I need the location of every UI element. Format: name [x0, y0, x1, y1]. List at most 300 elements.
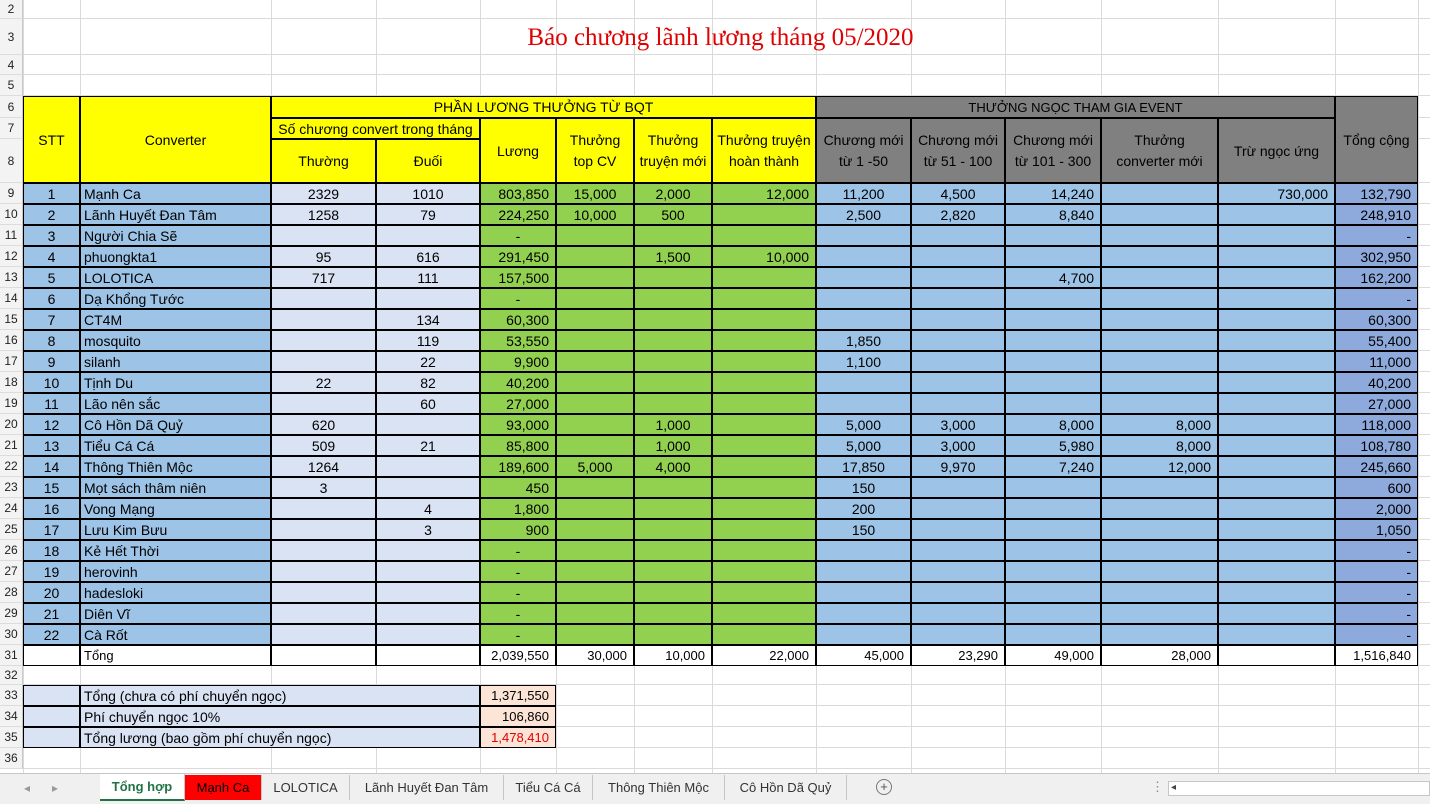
data-cell[interactable]	[556, 246, 634, 267]
data-cell[interactable]: 1258	[271, 204, 376, 225]
data-cell[interactable]: 22	[271, 372, 376, 393]
data-cell[interactable]	[1005, 351, 1101, 372]
data-cell[interactable]: 8,000	[1005, 414, 1101, 435]
row-header[interactable]: 27	[0, 561, 23, 582]
data-cell[interactable]: 248,910	[1335, 204, 1418, 225]
data-cell[interactable]	[1218, 393, 1335, 414]
data-cell[interactable]	[1005, 246, 1101, 267]
data-cell[interactable]	[911, 603, 1005, 624]
data-cell[interactable]	[1101, 477, 1218, 498]
header-hoan-thanh[interactable]: Thưởng truyện hoàn thành	[712, 118, 816, 183]
row-header[interactable]: 12	[0, 246, 23, 267]
row-header[interactable]: 13	[0, 267, 23, 288]
data-cell[interactable]: 9,900	[480, 351, 556, 372]
data-cell[interactable]	[271, 288, 376, 309]
data-cell[interactable]: 13	[23, 435, 80, 456]
data-cell[interactable]: 53,550	[480, 330, 556, 351]
data-cell[interactable]	[1218, 624, 1335, 645]
data-cell[interactable]: 4,000	[634, 456, 712, 477]
data-cell[interactable]: 17	[23, 519, 80, 540]
data-cell[interactable]: 27,000	[1335, 393, 1418, 414]
converter-name[interactable]: Tịnh Du	[80, 372, 271, 393]
data-cell[interactable]: 245,660	[1335, 456, 1418, 477]
row-header[interactable]: 23	[0, 477, 23, 498]
data-cell[interactable]: 18	[23, 540, 80, 561]
data-cell[interactable]	[712, 288, 816, 309]
data-cell[interactable]: 157,500	[480, 267, 556, 288]
data-cell[interactable]: -	[1335, 561, 1418, 582]
plus-circle-icon[interactable]: +	[876, 779, 892, 795]
data-cell[interactable]: 108,780	[1335, 435, 1418, 456]
data-cell[interactable]	[1005, 540, 1101, 561]
sheet-tab[interactable]: Lãnh Huyết Đan Tâm	[350, 775, 504, 800]
data-cell[interactable]: -	[1335, 288, 1418, 309]
data-cell[interactable]	[556, 414, 634, 435]
data-cell[interactable]	[556, 561, 634, 582]
total-cell[interactable]: 28,000	[1101, 645, 1218, 666]
data-cell[interactable]: 27,000	[480, 393, 556, 414]
row-header[interactable]: 4	[0, 55, 23, 75]
data-cell[interactable]: 1,000	[634, 414, 712, 435]
data-cell[interactable]	[634, 309, 712, 330]
data-cell[interactable]: 5	[23, 267, 80, 288]
data-cell[interactable]: 162,200	[1335, 267, 1418, 288]
data-cell[interactable]: 111	[376, 267, 480, 288]
row-header[interactable]: 17	[0, 351, 23, 372]
summary-spacer[interactable]	[23, 706, 80, 727]
data-cell[interactable]: 600	[1335, 477, 1418, 498]
data-cell[interactable]	[1005, 330, 1101, 351]
header-conv-moi[interactable]: Thưởng converter mới	[1101, 118, 1218, 183]
data-cell[interactable]: 1,050	[1335, 519, 1418, 540]
data-cell[interactable]	[556, 582, 634, 603]
converter-name[interactable]: phuongkta1	[80, 246, 271, 267]
sheet-tab[interactable]: Cô Hồn Dã Quỷ	[725, 775, 847, 800]
summary-label[interactable]: Tổng lương (bao gồm phí chuyển ngọc)	[80, 727, 480, 748]
data-cell[interactable]	[634, 477, 712, 498]
data-cell[interactable]: 4,700	[1005, 267, 1101, 288]
chevron-left-icon[interactable]: ◂	[24, 781, 31, 795]
row-header[interactable]: 14	[0, 288, 23, 309]
total-cell[interactable]	[271, 645, 376, 666]
data-cell[interactable]: 8,840	[1005, 204, 1101, 225]
data-cell[interactable]	[816, 603, 911, 624]
data-cell[interactable]	[634, 498, 712, 519]
row-header[interactable]: 31	[0, 645, 23, 666]
data-cell[interactable]: 4	[376, 498, 480, 519]
total-cell[interactable]: 22,000	[712, 645, 816, 666]
header-duoi[interactable]: Đuối	[376, 139, 480, 183]
data-cell[interactable]	[712, 225, 816, 246]
data-cell[interactable]	[376, 603, 480, 624]
data-cell[interactable]: 4,500	[911, 183, 1005, 204]
data-cell[interactable]	[376, 540, 480, 561]
data-cell[interactable]	[556, 435, 634, 456]
data-cell[interactable]	[634, 330, 712, 351]
converter-name[interactable]: Diên Vĩ	[80, 603, 271, 624]
data-cell[interactable]	[1101, 498, 1218, 519]
data-cell[interactable]: 5,000	[816, 435, 911, 456]
data-cell[interactable]: 22	[23, 624, 80, 645]
data-cell[interactable]	[634, 540, 712, 561]
data-cell[interactable]: 95	[271, 246, 376, 267]
data-cell[interactable]: 509	[271, 435, 376, 456]
data-cell[interactable]	[556, 267, 634, 288]
data-cell[interactable]: 620	[271, 414, 376, 435]
data-cell[interactable]	[816, 540, 911, 561]
converter-name[interactable]: Lãnh Huyết Đan Tâm	[80, 204, 271, 225]
more-vertical-icon[interactable]: ⋮	[1151, 779, 1164, 794]
row-header[interactable]: 11	[0, 225, 23, 246]
data-cell[interactable]: 302,950	[1335, 246, 1418, 267]
data-cell[interactable]: 7,240	[1005, 456, 1101, 477]
data-cell[interactable]	[1005, 225, 1101, 246]
total-cell[interactable]: 10,000	[634, 645, 712, 666]
data-cell[interactable]: 11,000	[1335, 351, 1418, 372]
row-header[interactable]: 6	[0, 96, 23, 118]
total-cell[interactable]	[23, 645, 80, 666]
data-cell[interactable]	[556, 477, 634, 498]
data-cell[interactable]	[271, 351, 376, 372]
summary-value[interactable]: 106,860	[480, 706, 556, 727]
data-cell[interactable]	[1218, 456, 1335, 477]
data-cell[interactable]	[271, 540, 376, 561]
data-cell[interactable]	[376, 624, 480, 645]
row-header[interactable]: 5	[0, 75, 23, 96]
data-cell[interactable]	[376, 414, 480, 435]
data-cell[interactable]: 1,850	[816, 330, 911, 351]
data-cell[interactable]	[1218, 246, 1335, 267]
data-cell[interactable]: 79	[376, 204, 480, 225]
total-cell[interactable]: 2,039,550	[480, 645, 556, 666]
data-cell[interactable]: 8,000	[1101, 414, 1218, 435]
converter-name[interactable]: Tiểu Cá Cá	[80, 435, 271, 456]
data-cell[interactable]: 8	[23, 330, 80, 351]
data-cell[interactable]	[1101, 372, 1218, 393]
data-cell[interactable]	[1101, 540, 1218, 561]
data-cell[interactable]	[816, 225, 911, 246]
data-cell[interactable]	[911, 372, 1005, 393]
converter-name[interactable]: CT4M	[80, 309, 271, 330]
data-cell[interactable]	[1101, 204, 1218, 225]
data-cell[interactable]: 7	[23, 309, 80, 330]
data-cell[interactable]	[911, 561, 1005, 582]
data-cell[interactable]: -	[480, 624, 556, 645]
header-luong[interactable]: Lương	[480, 118, 556, 183]
data-cell[interactable]: 1,100	[816, 351, 911, 372]
sheet-tab[interactable]: LOLOTICA	[262, 775, 350, 800]
row-header[interactable]: 21	[0, 435, 23, 456]
data-cell[interactable]	[1218, 540, 1335, 561]
row-header[interactable]: 20	[0, 414, 23, 435]
data-cell[interactable]	[1101, 309, 1218, 330]
data-cell[interactable]	[816, 624, 911, 645]
data-cell[interactable]	[1218, 582, 1335, 603]
data-cell[interactable]: 1264	[271, 456, 376, 477]
data-cell[interactable]	[556, 519, 634, 540]
summary-label[interactable]: Tổng (chưa có phí chuyển ngọc)	[80, 685, 480, 706]
summary-spacer[interactable]	[23, 727, 80, 748]
data-cell[interactable]: 3,000	[911, 414, 1005, 435]
data-cell[interactable]	[1101, 561, 1218, 582]
data-cell[interactable]: 9,970	[911, 456, 1005, 477]
row-header[interactable]: 3	[0, 19, 23, 55]
converter-name[interactable]: Cô Hồn Dã Quỷ	[80, 414, 271, 435]
data-cell[interactable]	[1218, 204, 1335, 225]
data-cell[interactable]	[712, 351, 816, 372]
data-cell[interactable]	[376, 288, 480, 309]
data-cell[interactable]	[556, 225, 634, 246]
data-cell[interactable]: 8,000	[1101, 435, 1218, 456]
data-cell[interactable]: 717	[271, 267, 376, 288]
data-cell[interactable]	[1218, 351, 1335, 372]
row-header[interactable]: 8	[0, 139, 23, 183]
row-header[interactable]: 34	[0, 706, 23, 727]
scroll-left-icon[interactable]: ◂	[1171, 782, 1177, 793]
data-cell[interactable]: 21	[376, 435, 480, 456]
data-cell[interactable]	[712, 477, 816, 498]
data-cell[interactable]: 2,820	[911, 204, 1005, 225]
data-cell[interactable]: 14	[23, 456, 80, 477]
data-cell[interactable]	[1218, 288, 1335, 309]
data-cell[interactable]	[376, 225, 480, 246]
data-cell[interactable]	[634, 372, 712, 393]
data-cell[interactable]: 60,300	[1335, 309, 1418, 330]
data-cell[interactable]	[271, 519, 376, 540]
data-cell[interactable]: 11,200	[816, 183, 911, 204]
data-cell[interactable]	[911, 309, 1005, 330]
data-cell[interactable]	[712, 414, 816, 435]
data-cell[interactable]: 616	[376, 246, 480, 267]
data-cell[interactable]: -	[480, 288, 556, 309]
data-cell[interactable]	[911, 267, 1005, 288]
header-converter[interactable]: Converter	[80, 96, 271, 183]
data-cell[interactable]	[816, 393, 911, 414]
data-cell[interactable]: 2	[23, 204, 80, 225]
converter-name[interactable]: Dạ Khổng Tước	[80, 288, 271, 309]
data-cell[interactable]	[712, 204, 816, 225]
data-cell[interactable]	[1218, 561, 1335, 582]
data-cell[interactable]	[556, 309, 634, 330]
data-cell[interactable]	[1218, 603, 1335, 624]
data-cell[interactable]	[271, 582, 376, 603]
summary-label[interactable]: Phí chuyển ngọc 10%	[80, 706, 480, 727]
data-cell[interactable]: 17,850	[816, 456, 911, 477]
data-cell[interactable]: -	[1335, 540, 1418, 561]
row-header[interactable]: 24	[0, 498, 23, 519]
converter-name[interactable]: Mọt sách thâm niên	[80, 477, 271, 498]
converter-name[interactable]: Thông Thiên Mộc	[80, 456, 271, 477]
data-cell[interactable]: -	[1335, 603, 1418, 624]
sheet-tab[interactable]: Tiểu Cá Cá	[504, 775, 593, 800]
data-cell[interactable]	[271, 225, 376, 246]
data-cell[interactable]	[1101, 351, 1218, 372]
data-cell[interactable]: 10,000	[556, 204, 634, 225]
header-tru-ngoc[interactable]: Trừ ngọc ứng	[1218, 118, 1335, 183]
data-cell[interactable]	[376, 456, 480, 477]
data-cell[interactable]	[712, 561, 816, 582]
data-cell[interactable]	[376, 582, 480, 603]
data-cell[interactable]	[911, 288, 1005, 309]
data-cell[interactable]	[1218, 267, 1335, 288]
data-cell[interactable]	[556, 498, 634, 519]
row-header[interactable]: 19	[0, 393, 23, 414]
converter-name[interactable]: mosquito	[80, 330, 271, 351]
data-cell[interactable]	[271, 498, 376, 519]
data-cell[interactable]	[1218, 414, 1335, 435]
data-cell[interactable]: 19	[23, 561, 80, 582]
header-tong-cong[interactable]: Tổng cộng	[1335, 96, 1418, 183]
data-cell[interactable]	[1218, 477, 1335, 498]
data-cell[interactable]: 3	[23, 225, 80, 246]
converter-name[interactable]: herovinh	[80, 561, 271, 582]
data-cell[interactable]	[911, 330, 1005, 351]
data-cell[interactable]	[816, 309, 911, 330]
header-ch3[interactable]: Chương mới từ 101 - 300	[1005, 118, 1101, 183]
converter-name[interactable]: Cà Rốt	[80, 624, 271, 645]
data-cell[interactable]	[816, 267, 911, 288]
row-header[interactable]: 35	[0, 727, 23, 748]
data-cell[interactable]	[271, 603, 376, 624]
header-stt[interactable]: STT	[23, 96, 80, 183]
data-cell[interactable]	[1218, 330, 1335, 351]
data-cell[interactable]: 132,790	[1335, 183, 1418, 204]
data-cell[interactable]	[271, 330, 376, 351]
row-header[interactable]: 10	[0, 204, 23, 225]
data-cell[interactable]	[556, 540, 634, 561]
data-cell[interactable]: 4	[23, 246, 80, 267]
data-cell[interactable]	[1005, 477, 1101, 498]
data-cell[interactable]: 803,850	[480, 183, 556, 204]
row-header[interactable]: 7	[0, 118, 23, 139]
sheet-tab[interactable]: Thông Thiên Mộc	[593, 775, 725, 800]
row-header[interactable]: 25	[0, 519, 23, 540]
data-cell[interactable]	[1101, 393, 1218, 414]
total-cell[interactable]: 45,000	[816, 645, 911, 666]
data-cell[interactable]	[1101, 225, 1218, 246]
data-cell[interactable]: -	[480, 540, 556, 561]
data-cell[interactable]	[712, 372, 816, 393]
data-cell[interactable]: 60,300	[480, 309, 556, 330]
data-cell[interactable]: 900	[480, 519, 556, 540]
data-cell[interactable]: 40,200	[480, 372, 556, 393]
total-cell[interactable]: 23,290	[911, 645, 1005, 666]
data-cell[interactable]	[556, 624, 634, 645]
summary-value[interactable]: 1,478,410	[480, 727, 556, 748]
row-header[interactable]: 2	[0, 0, 23, 19]
data-cell[interactable]	[1218, 498, 1335, 519]
data-cell[interactable]: 12,000	[712, 183, 816, 204]
data-cell[interactable]: 2,000	[634, 183, 712, 204]
data-cell[interactable]: 1,000	[634, 435, 712, 456]
data-cell[interactable]: -	[480, 561, 556, 582]
data-cell[interactable]: 11	[23, 393, 80, 414]
data-cell[interactable]: 150	[816, 519, 911, 540]
data-cell[interactable]	[911, 246, 1005, 267]
data-cell[interactable]: 5,980	[1005, 435, 1101, 456]
converter-name[interactable]: Lưu Kim Bưu	[80, 519, 271, 540]
data-cell[interactable]	[1101, 246, 1218, 267]
data-cell[interactable]: 16	[23, 498, 80, 519]
data-cell[interactable]: 150	[816, 477, 911, 498]
data-cell[interactable]: 93,000	[480, 414, 556, 435]
data-cell[interactable]	[271, 309, 376, 330]
data-cell[interactable]	[271, 393, 376, 414]
data-cell[interactable]: 5,000	[556, 456, 634, 477]
data-cell[interactable]	[1005, 498, 1101, 519]
data-cell[interactable]: 3	[376, 519, 480, 540]
header-ch1[interactable]: Chương mới từ 1 -50	[816, 118, 911, 183]
data-cell[interactable]	[816, 246, 911, 267]
data-cell[interactable]	[1218, 435, 1335, 456]
summary-spacer[interactable]	[23, 685, 80, 706]
data-cell[interactable]	[1005, 309, 1101, 330]
row-header[interactable]: 29	[0, 603, 23, 624]
data-cell[interactable]	[1005, 603, 1101, 624]
data-cell[interactable]: 200	[816, 498, 911, 519]
data-cell[interactable]	[712, 330, 816, 351]
converter-name[interactable]: Vong Mạng	[80, 498, 271, 519]
data-cell[interactable]	[1005, 624, 1101, 645]
data-cell[interactable]: -	[480, 603, 556, 624]
data-cell[interactable]	[911, 540, 1005, 561]
row-header[interactable]: 30	[0, 624, 23, 645]
converter-name[interactable]: Mạnh Ca	[80, 183, 271, 204]
row-header[interactable]: 36	[0, 748, 23, 769]
data-cell[interactable]: 291,450	[480, 246, 556, 267]
data-cell[interactable]	[1005, 582, 1101, 603]
data-cell[interactable]	[556, 351, 634, 372]
total-cell[interactable]	[1218, 645, 1335, 666]
data-cell[interactable]	[712, 624, 816, 645]
converter-name[interactable]: hadesloki	[80, 582, 271, 603]
total-cell[interactable]: 30,000	[556, 645, 634, 666]
data-cell[interactable]	[1218, 372, 1335, 393]
data-cell[interactable]: 2,000	[1335, 498, 1418, 519]
data-cell[interactable]: 15	[23, 477, 80, 498]
data-cell[interactable]	[634, 267, 712, 288]
header-event[interactable]: THƯỞNG NGỌC THAM GIA EVENT	[816, 96, 1335, 118]
data-cell[interactable]	[816, 372, 911, 393]
data-cell[interactable]: 6	[23, 288, 80, 309]
data-cell[interactable]: 9	[23, 351, 80, 372]
data-cell[interactable]	[712, 582, 816, 603]
header-so-chuong[interactable]: Số chương convert trong tháng	[271, 118, 480, 139]
total-label[interactable]: Tổng	[80, 645, 271, 666]
data-cell[interactable]: 82	[376, 372, 480, 393]
converter-name[interactable]: Người Chia Sẽ	[80, 225, 271, 246]
data-cell[interactable]: 12	[23, 414, 80, 435]
data-cell[interactable]: 500	[634, 204, 712, 225]
data-cell[interactable]	[816, 561, 911, 582]
row-header[interactable]: 9	[0, 183, 23, 204]
data-cell[interactable]: -	[1335, 225, 1418, 246]
data-cell[interactable]	[816, 288, 911, 309]
data-cell[interactable]	[634, 603, 712, 624]
data-cell[interactable]: 118,000	[1335, 414, 1418, 435]
data-cell[interactable]	[376, 561, 480, 582]
row-header[interactable]: 16	[0, 330, 23, 351]
data-cell[interactable]: 14,240	[1005, 183, 1101, 204]
data-cell[interactable]: 730,000	[1218, 183, 1335, 204]
data-cell[interactable]	[911, 393, 1005, 414]
data-cell[interactable]	[1005, 519, 1101, 540]
data-cell[interactable]	[556, 288, 634, 309]
converter-name[interactable]: Lão nên sắc	[80, 393, 271, 414]
data-cell[interactable]	[1101, 267, 1218, 288]
header-truyen-moi[interactable]: Thưởng truyện mới	[634, 118, 712, 183]
row-header[interactable]: 28	[0, 582, 23, 603]
